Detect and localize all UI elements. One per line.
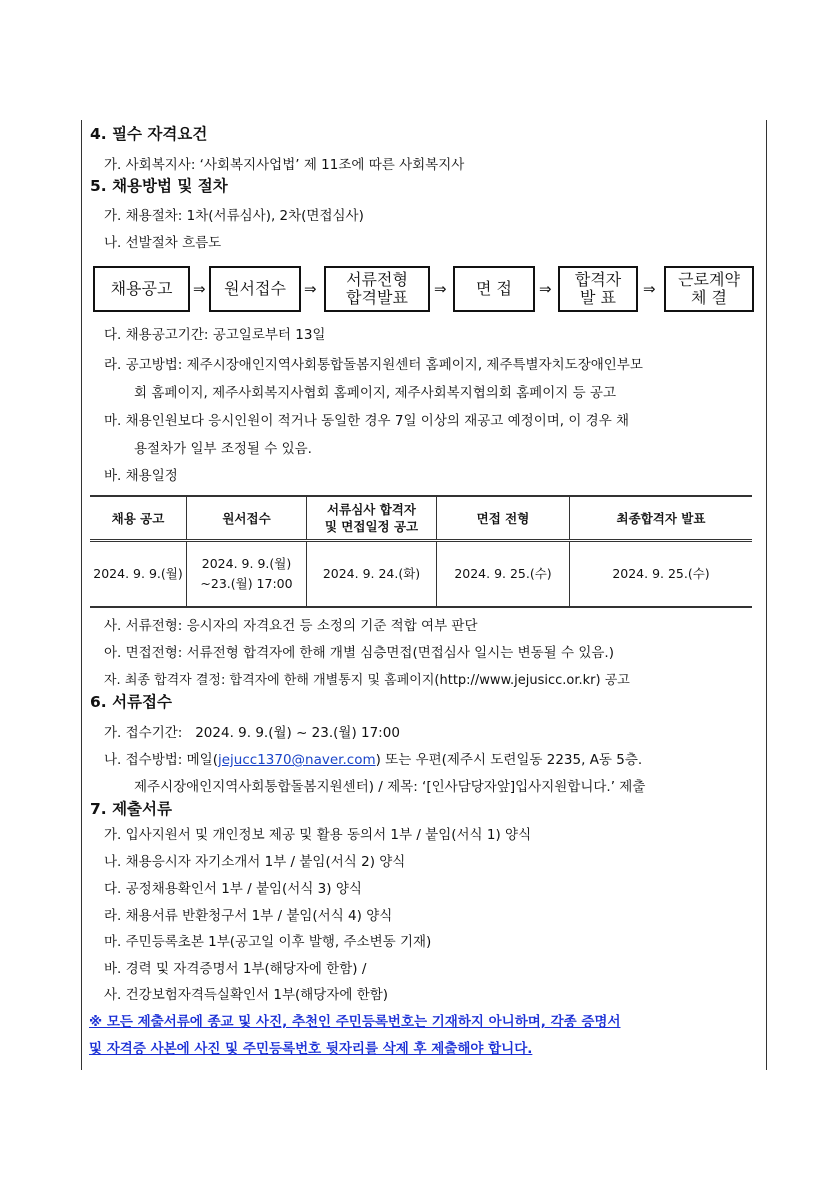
- table-cell: 2024. 9. 9.(월): [93, 566, 183, 581]
- s5-item-ma-line1: 마. 채용인원보다 응시인원이 적거나 동일한 경우 7일 이상의 재공고 예정이며, 이 경우 채: [104, 413, 630, 429]
- flow-arrow: ⇒: [539, 280, 552, 298]
- flow-step-4: 면 접: [453, 266, 535, 312]
- s6-na-prefix: 나. 접수방법: 메일(: [104, 752, 218, 768]
- flow-step-1: 채용공고: [93, 266, 190, 312]
- flow-step-6: 근로계약 체 결: [664, 266, 754, 312]
- s6-na-suffix: ) 또는 우편(제주시 도련일동 2235, A동 5층.: [375, 752, 643, 768]
- s5-item-na: 나. 선발절차 흐름도: [104, 235, 222, 251]
- section-5-heading: 5. 채용방법 및 절차: [90, 177, 228, 195]
- s7-item: 라. 채용서류 반환청구서 1부 / 붙임(서식 4) 양식: [104, 908, 393, 924]
- s5-item-ma-line2: 용절차가 일부 조정될 수 있음.: [134, 441, 312, 457]
- s5-item-ja: 자. 최종 합격자 결정: 합격자에 한해 개별통지 및 홈페이지(http://www.jejusicc.or.kr) 공고: [104, 673, 630, 688]
- s6-item-na-line2: 제주시장애인지역사회통합돌봄지원센터) / 제목: ‘[인사담당자앞]입사지원합니다.’ 제출: [134, 779, 646, 795]
- table-cell: 2024. 9. 25.(수): [570, 541, 753, 608]
- table-header-cell: 최종합격자 발표: [570, 496, 753, 541]
- section-7-heading: 7. 제출서류: [90, 800, 172, 818]
- email-link[interactable]: jejucc1370@naver.com: [217, 752, 376, 768]
- s5-item-ra-line1: 라. 공고방법: 제주시장애인지역사회통합돌봄지원센터 홈페이지, 제주특별자치도장애인부모: [104, 357, 643, 373]
- s5-item-da: 다. 채용공고기간: 공고일로부터 13일: [104, 327, 326, 343]
- section-4-heading: 4. 필수 자격요건: [90, 125, 208, 143]
- right-border: [766, 120, 767, 1070]
- flow-arrow: ⇒: [434, 280, 447, 298]
- s5-item-ra-line2: 회 홈페이지, 제주사회복지사협회 홈페이지, 제주사회복지협의회 홈페이지 등 공고: [134, 385, 617, 401]
- table-header-row: [90, 496, 752, 541]
- s7-item: 마. 주민등록초본 1부(공고일 이후 발행, 주소변동 기재): [104, 934, 432, 950]
- s7-item: 바. 경력 및 자격증명서 1부(해당자에 한함) /: [104, 961, 367, 977]
- s5-item-ba: 바. 채용일정: [104, 468, 178, 484]
- s7-item: 나. 채용응시자 자기소개서 1부 / 붙임(서식 2) 양식: [104, 854, 406, 870]
- s7-item: 사. 건강보험자격득실확인서 1부(해당자에 한함): [104, 987, 389, 1003]
- table-row: [90, 541, 752, 608]
- s6-item-ga: 가. 접수기간: 2024. 9. 9.(월) ~ 23.(월) 17:00: [104, 725, 400, 741]
- notice-line-1: ※ 모든 제출서류에 종교 및 사진, 추천인 주민등록번호는 기재하지 아니하며, 각종 증명서: [89, 1014, 621, 1030]
- flow-step-5: 합격자 발 표: [558, 266, 638, 312]
- left-border: [81, 120, 82, 1070]
- table-header-cell: 원서접수: [187, 496, 307, 541]
- table-header-cell: 서류심사 합격자 및 면접일정 공고: [307, 496, 437, 541]
- table-cell: 2024. 9. 9.(월) ~23.(월) 17:00: [187, 541, 307, 608]
- flow-arrow: ⇒: [193, 280, 206, 298]
- flow-arrow: ⇒: [304, 280, 317, 298]
- flow-arrow: ⇒: [643, 280, 656, 298]
- s4-item-ga: 가. 사회복지사: ‘사회복지사업법’ 제 11조에 따른 사회복지사: [104, 157, 465, 173]
- table-cell: 2024. 9. 24.(화): [307, 541, 437, 608]
- section-6-heading: 6. 서류접수: [90, 693, 172, 711]
- s7-item: 다. 공정채용확인서 1부 / 붙임(서식 3) 양식: [104, 881, 362, 897]
- s5-item-ga: 가. 채용절차: 1차(서류심사), 2차(면접심사): [104, 208, 364, 224]
- table-cell: 2024. 9. 25.(수): [437, 541, 570, 608]
- notice-line-2: 및 자격증 사본에 사진 및 주민등록번호 뒷자리를 삭제 후 제출해야 합니다.: [89, 1041, 533, 1057]
- s5-item-a: 아. 면접전형: 서류전형 합격자에 한해 개별 심층면접(면접심사 일시는 변동될 수 있음.): [104, 645, 614, 661]
- flow-step-2: 원서접수: [209, 266, 301, 312]
- table-header-cell: 면접 전형: [437, 496, 570, 541]
- table-header-cell: 채용 공고: [90, 496, 187, 541]
- s5-item-sa: 사. 서류전형: 응시자의 자격요건 등 소정의 기준 적합 여부 판단: [104, 618, 478, 634]
- schedule-table: [90, 495, 752, 608]
- s7-item: 가. 입사지원서 및 개인정보 제공 및 활용 동의서 1부 / 붙임(서식 1) 양식: [104, 827, 532, 843]
- flow-step-3: 서류전형 합격발표: [324, 266, 430, 312]
- s6-item-na-line1: [104, 751, 642, 769]
